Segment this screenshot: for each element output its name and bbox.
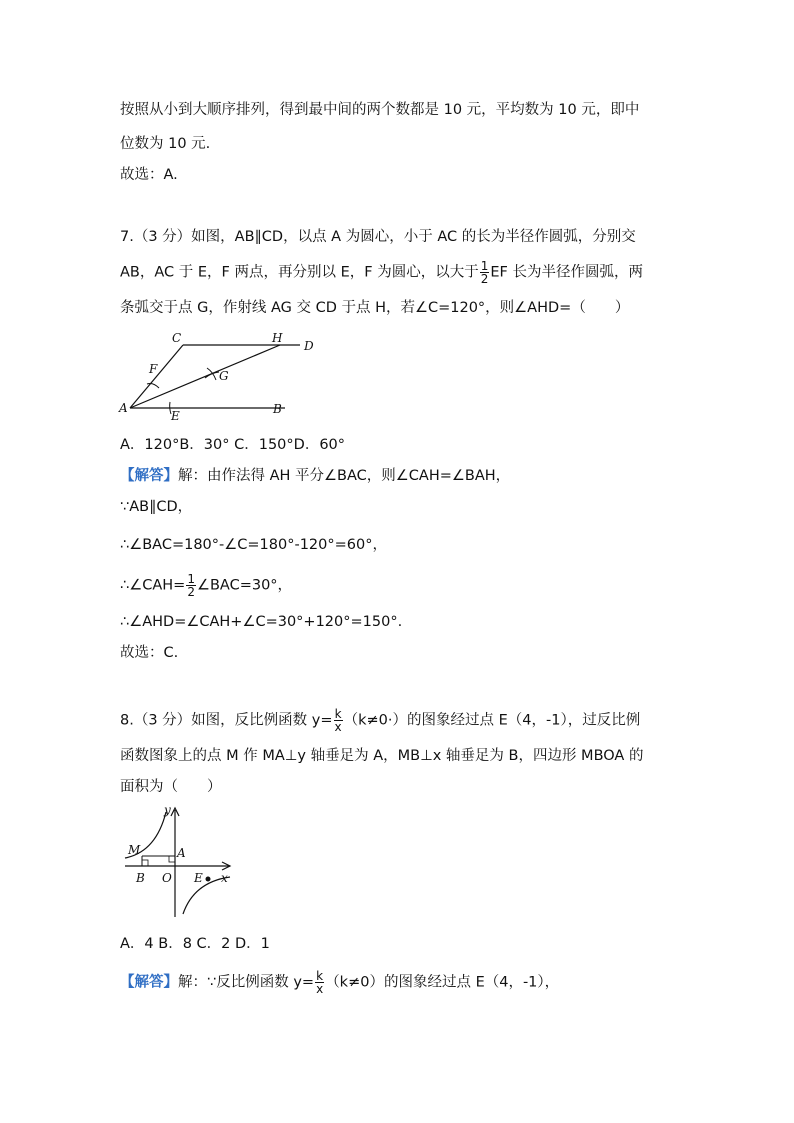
q8-label-O: O bbox=[162, 871, 172, 885]
prev-line-2: 位数为 10 元. bbox=[120, 136, 211, 152]
q8-sol-frac-num: k bbox=[316, 969, 324, 983]
q7-solution-4 bbox=[120, 573, 292, 598]
q8-label-x: x bbox=[221, 871, 228, 885]
q7-fraction bbox=[480, 260, 490, 285]
q7-line-3: 条弧交于点 G，作射线 AG 交 CD 于点 H，若∠C=120°，则∠AHD=（ ） bbox=[120, 300, 630, 316]
q8-solution-fraction bbox=[315, 970, 324, 995]
q7-answer: 故选：C. bbox=[120, 645, 179, 661]
q7-frac-den: 2 bbox=[480, 272, 489, 286]
q8-solution-1-b: （k≠0）的图象经过点 E（4，-1）， bbox=[325, 974, 560, 991]
q7-solution-2: ∵AB∥CD， bbox=[120, 499, 193, 515]
q7-line-AC bbox=[130, 345, 183, 408]
q8-figure bbox=[120, 802, 240, 922]
q8-frac-num: k bbox=[334, 707, 342, 721]
q8-label-y: y bbox=[164, 803, 171, 817]
q7-solution-1-text: 解：由作法得 AH 平分∠BAC，则∠CAH=∠BAH， bbox=[178, 468, 511, 484]
q7-solution-fraction bbox=[186, 573, 196, 598]
q7-sol-frac-den: 2 bbox=[187, 585, 195, 599]
q8-fraction bbox=[334, 708, 343, 733]
q8-line-1-b: （k≠0·）的图象经过点 E（4，-1），过反比例 bbox=[343, 712, 641, 729]
q8-line-3: 面积为（ ） bbox=[120, 779, 222, 795]
prev-line-1: 按照从小到大顺序排列，得到最中间的两个数都是 10 元，平均数为 10 元，即中 bbox=[120, 102, 640, 118]
q7-label-H: H bbox=[272, 331, 283, 345]
q7-label-B: B bbox=[273, 402, 282, 416]
q7-solution-3: ∴∠BAC=180°-∠C=180°-120°=60°， bbox=[120, 537, 387, 553]
q7-label-G: G bbox=[219, 369, 229, 383]
q7-label-E: E bbox=[171, 409, 180, 423]
q7-line-2-b: EF 长为半径作圆弧，两 bbox=[490, 264, 643, 281]
q8-solution-1 bbox=[120, 970, 559, 995]
q7-solution-1 bbox=[120, 466, 510, 486]
q7-frac-num: 1 bbox=[480, 259, 489, 273]
q7-solution-4-a: ∴∠CAH= bbox=[120, 577, 186, 594]
q8-line-1-a: 8.（3 分）如图，反比例函数 y= bbox=[120, 712, 333, 729]
q7-line-2 bbox=[120, 260, 643, 285]
q7-solution-5: ∴∠AHD=∠CAH+∠C=30°+120°=150°. bbox=[120, 614, 403, 630]
q8-right-angle-B bbox=[142, 860, 148, 866]
q8-sol-frac-den: x bbox=[316, 982, 324, 996]
q7-options: A．120°B．30° C．150°D．60° bbox=[120, 437, 346, 453]
q8-solution-tag: 【解答】 bbox=[120, 974, 178, 991]
q7-solution-4-b: ∠BAC=30°， bbox=[196, 577, 293, 594]
q7-label-C: C bbox=[172, 331, 182, 345]
q8-label-B: B bbox=[136, 871, 145, 885]
q8-frac-den: x bbox=[334, 720, 342, 734]
q8-solution-1-a: 解：∵反比例函数 y= bbox=[178, 974, 315, 991]
q8-right-angle-A bbox=[169, 856, 175, 862]
q8-line-2: 函数图象上的点 M 作 MA⊥y 轴垂足为 A，MB⊥x 轴垂足为 B，四边形 MBOA 的 bbox=[120, 748, 644, 764]
q8-label-M: M bbox=[128, 843, 141, 857]
q7-figure bbox=[115, 328, 325, 423]
q7-line-1: 7.（3 分）如图，AB∥CD，以点 A 为圆心，小于 AC 的长为半径作圆弧，分别交 bbox=[120, 229, 636, 245]
prev-answer: 故选：A. bbox=[120, 167, 178, 183]
q8-label-E: E bbox=[194, 871, 203, 885]
q8-line-1 bbox=[120, 708, 640, 733]
q8-options: A．4 B．8 C．2 D．1 bbox=[120, 936, 270, 952]
q8-label-A: A bbox=[177, 846, 186, 860]
q7-label-F: F bbox=[149, 362, 158, 376]
q7-label-D: D bbox=[304, 339, 314, 353]
q7-ray-AH bbox=[130, 345, 280, 408]
q7-line-2-a: AB，AC 于 E，F 两点，再分别以 E，F 为圆心，以大于 bbox=[120, 264, 479, 281]
q7-solution-tag: 【解答】 bbox=[120, 468, 178, 484]
q7-label-A: A bbox=[119, 401, 128, 415]
q8-point-E bbox=[206, 877, 211, 882]
q7-sol-frac-num: 1 bbox=[187, 572, 195, 586]
